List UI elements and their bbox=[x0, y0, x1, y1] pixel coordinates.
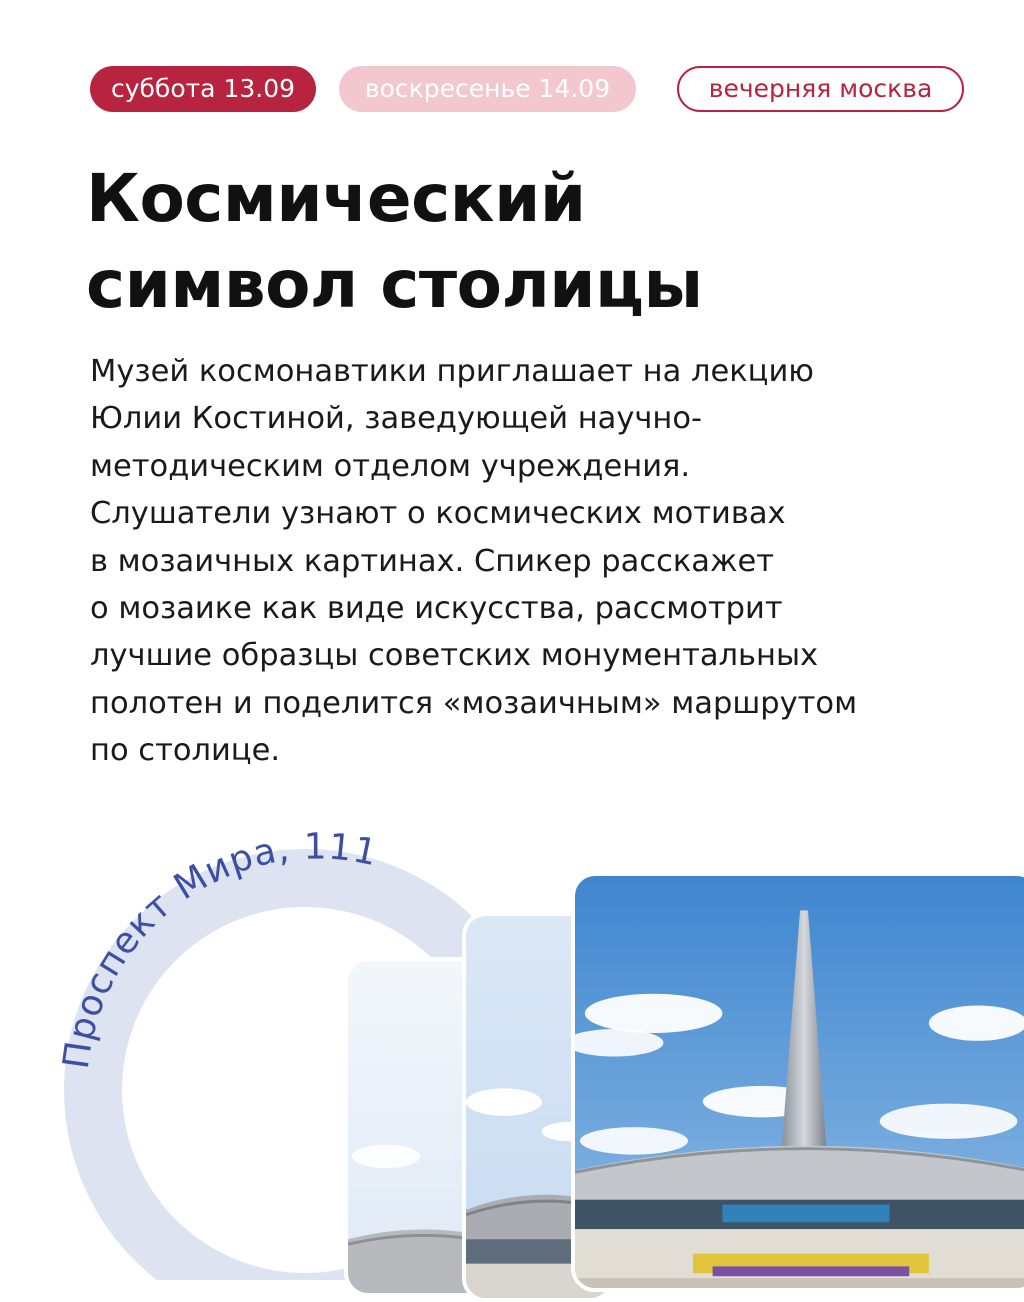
address-label: Проспект Мира, 111 bbox=[55, 830, 382, 1072]
description-line: лучшие образцы советских монументальных bbox=[90, 638, 819, 674]
description-line: по столице. bbox=[90, 733, 281, 769]
description-line: Юлии Костиной, заведующей научно- bbox=[90, 401, 703, 437]
description-line: полотен и поделится «мозаичным» маршрутом bbox=[90, 685, 858, 721]
title-line-2: символ столицы bbox=[86, 246, 703, 323]
date-tags bbox=[90, 66, 964, 112]
description-line: в мозаичных картинах. Спикер расскажет bbox=[90, 543, 775, 579]
event-description bbox=[90, 348, 970, 775]
sunday-tag[interactable]: воскресенье 14.09 bbox=[339, 66, 636, 112]
saturday-tag[interactable]: суббота 13.09 bbox=[90, 66, 316, 112]
brand-tag[interactable]: вечерняя москва bbox=[677, 66, 964, 112]
photo-card-3 bbox=[571, 872, 1024, 1292]
description-line: Музей космонавтики приглашает на лекцию bbox=[90, 354, 814, 389]
description-line: Слушатели узнают о космических мотивах bbox=[90, 496, 786, 532]
title-line-1: Космический bbox=[86, 160, 586, 237]
description-line: о мозаике как виде искусства, рассмотрит bbox=[90, 591, 783, 627]
description-line: методическим отделом учреждения. bbox=[90, 448, 691, 484]
page-title bbox=[86, 156, 703, 328]
